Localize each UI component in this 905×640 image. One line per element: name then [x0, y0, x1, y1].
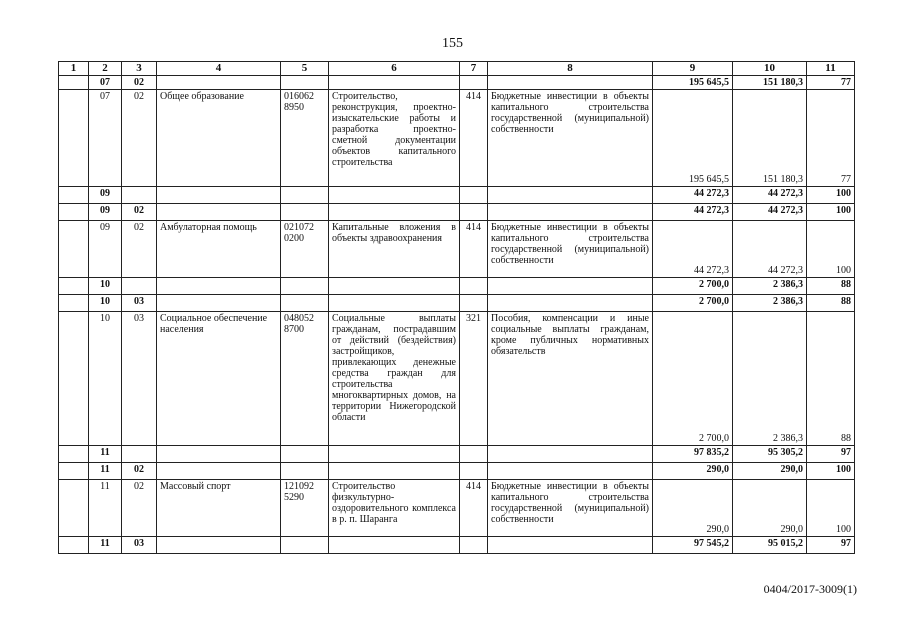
actual-amount-cell: 2 386,3	[733, 295, 807, 312]
header-cell: 3	[122, 62, 157, 76]
name-cell	[157, 278, 281, 295]
plan-amount-cell: 195 645,5	[653, 76, 733, 90]
type-code-cell	[460, 204, 488, 221]
header-cell: 8	[488, 62, 653, 76]
document-code: 0404/2017-3009(1)	[763, 582, 857, 596]
expense-type-cell	[488, 187, 653, 204]
percent-cell: 88	[807, 295, 855, 312]
name-cell	[157, 76, 281, 90]
percent-cell: 77	[807, 76, 855, 90]
col1-cell	[59, 204, 89, 221]
actual-amount-cell: 44 272,3	[733, 204, 807, 221]
name-cell	[157, 463, 281, 480]
plan-amount-cell: 290,0	[653, 463, 733, 480]
description-cell	[329, 537, 460, 554]
name-cell	[157, 446, 281, 463]
section-cell: 10	[89, 278, 122, 295]
target-cell: 121092 5290	[281, 480, 329, 537]
expense-type-cell	[488, 446, 653, 463]
name-cell: Социальное обеспечение населения	[157, 312, 281, 446]
actual-amount-cell: 95 015,2	[733, 537, 807, 554]
subsection-cell: 02	[122, 76, 157, 90]
percent-cell: 100	[807, 463, 855, 480]
subsection-cell	[122, 187, 157, 204]
name-cell: Общее образование	[157, 90, 281, 187]
percent-cell: 100	[807, 187, 855, 204]
percent-cell: 100	[807, 204, 855, 221]
table-row	[59, 90, 855, 187]
expense-type-cell	[488, 537, 653, 554]
name-cell	[157, 537, 281, 554]
percent-cell: 88	[807, 312, 855, 446]
table-row	[59, 76, 855, 90]
description-cell: Капитальные вложения в объекты здравоохранения	[329, 221, 460, 278]
subsection-cell: 02	[122, 204, 157, 221]
section-cell: 11	[89, 537, 122, 554]
section-cell: 10	[89, 312, 122, 446]
subsection-cell: 03	[122, 537, 157, 554]
name-cell: Массовый спорт	[157, 480, 281, 537]
subsection-cell	[122, 278, 157, 295]
subsection-cell: 02	[122, 463, 157, 480]
table-row	[59, 312, 855, 446]
actual-amount-cell: 151 180,3	[733, 90, 807, 187]
target-cell: 048052 8700	[281, 312, 329, 446]
header-cell: 1	[59, 62, 89, 76]
type-code-cell	[460, 463, 488, 480]
percent-cell: 88	[807, 278, 855, 295]
target-cell	[281, 537, 329, 554]
col1-cell	[59, 90, 89, 187]
col1-cell	[59, 278, 89, 295]
col1-cell	[59, 537, 89, 554]
table-row	[59, 278, 855, 295]
description-cell	[329, 295, 460, 312]
subsection-cell: 02	[122, 221, 157, 278]
section-cell: 11	[89, 446, 122, 463]
plan-amount-cell: 97 835,2	[653, 446, 733, 463]
name-cell	[157, 295, 281, 312]
expense-type-cell	[488, 204, 653, 221]
plan-amount-cell: 44 272,3	[653, 187, 733, 204]
header-cell: 11	[807, 62, 855, 76]
page-number: 155	[442, 36, 463, 51]
section-cell: 11	[89, 480, 122, 537]
percent-cell: 100	[807, 221, 855, 278]
col1-cell	[59, 295, 89, 312]
description-cell	[329, 278, 460, 295]
table-row	[59, 446, 855, 463]
table-row	[59, 187, 855, 204]
subsection-cell	[122, 446, 157, 463]
table-row	[59, 204, 855, 221]
plan-amount-cell: 2 700,0	[653, 312, 733, 446]
section-cell: 09	[89, 187, 122, 204]
target-cell	[281, 204, 329, 221]
header-cell: 9	[653, 62, 733, 76]
target-cell	[281, 446, 329, 463]
type-code-cell: 321	[460, 312, 488, 446]
description-cell	[329, 446, 460, 463]
actual-amount-cell: 44 272,3	[733, 187, 807, 204]
plan-amount-cell: 290,0	[653, 480, 733, 537]
description-cell: Строительство физкультурно-оздоровительного комплекса в р. п. Шаранга	[329, 480, 460, 537]
section-cell: 07	[89, 76, 122, 90]
type-code-cell	[460, 446, 488, 463]
section-cell: 09	[89, 221, 122, 278]
actual-amount-cell: 151 180,3	[733, 76, 807, 90]
subsection-cell: 02	[122, 90, 157, 187]
actual-amount-cell: 44 272,3	[733, 221, 807, 278]
header-row	[59, 62, 855, 76]
plan-amount-cell: 2 700,0	[653, 295, 733, 312]
subsection-cell: 03	[122, 312, 157, 446]
col1-cell	[59, 446, 89, 463]
name-cell	[157, 187, 281, 204]
expense-type-cell	[488, 278, 653, 295]
expense-type-cell: Пособия, компенсации и иные социальные выплаты гражданам, кроме публичных нормативных обязательств	[488, 312, 653, 446]
percent-cell: 100	[807, 480, 855, 537]
target-cell	[281, 187, 329, 204]
plan-amount-cell: 97 545,2	[653, 537, 733, 554]
header-cell: 6	[329, 62, 460, 76]
type-code-cell	[460, 278, 488, 295]
col1-cell	[59, 463, 89, 480]
type-code-cell: 414	[460, 221, 488, 278]
actual-amount-cell: 2 386,3	[733, 278, 807, 295]
header-cell: 5	[281, 62, 329, 76]
header-cell: 7	[460, 62, 488, 76]
actual-amount-cell: 95 305,2	[733, 446, 807, 463]
description-cell: Строительство, реконструкция, проектно-изыскательские работы и разработка проектно-сметной документации объектов капитального строительства	[329, 90, 460, 187]
type-code-cell	[460, 295, 488, 312]
percent-cell: 97	[807, 537, 855, 554]
type-code-cell	[460, 76, 488, 90]
type-code-cell: 414	[460, 480, 488, 537]
description-cell	[329, 204, 460, 221]
description-cell	[329, 463, 460, 480]
col1-cell	[59, 76, 89, 90]
table-row	[59, 480, 855, 537]
expense-type-cell: Бюджетные инвестиции в объекты капитального строительства государственной (муниципальной) собственности	[488, 90, 653, 187]
expense-type-cell: Бюджетные инвестиции в объекты капитального строительства государственной (муниципальной) собственности	[488, 221, 653, 278]
name-cell	[157, 204, 281, 221]
target-cell: 021072 0200	[281, 221, 329, 278]
header-cell: 2	[89, 62, 122, 76]
table-row	[59, 295, 855, 312]
col1-cell	[59, 480, 89, 537]
col1-cell	[59, 312, 89, 446]
expense-type-cell	[488, 295, 653, 312]
expense-type-cell	[488, 76, 653, 90]
name-cell: Амбулаторная помощь	[157, 221, 281, 278]
type-code-cell	[460, 537, 488, 554]
plan-amount-cell: 195 645,5	[653, 90, 733, 187]
header-cell: 10	[733, 62, 807, 76]
target-cell	[281, 463, 329, 480]
target-cell	[281, 278, 329, 295]
table-row	[59, 221, 855, 278]
section-cell: 10	[89, 295, 122, 312]
section-cell: 11	[89, 463, 122, 480]
expense-type-cell: Бюджетные инвестиции в объекты капитального строительства государственной (муниципальной) собственности	[488, 480, 653, 537]
type-code-cell	[460, 187, 488, 204]
header-cell: 4	[157, 62, 281, 76]
section-cell: 07	[89, 90, 122, 187]
section-cell: 09	[89, 204, 122, 221]
actual-amount-cell: 290,0	[733, 463, 807, 480]
actual-amount-cell: 2 386,3	[733, 312, 807, 446]
target-cell	[281, 76, 329, 90]
target-cell: 016062 8950	[281, 90, 329, 187]
plan-amount-cell: 44 272,3	[653, 204, 733, 221]
col1-cell	[59, 187, 89, 204]
target-cell	[281, 295, 329, 312]
plan-amount-cell: 2 700,0	[653, 278, 733, 295]
actual-amount-cell: 290,0	[733, 480, 807, 537]
description-cell	[329, 187, 460, 204]
col1-cell	[59, 221, 89, 278]
type-code-cell: 414	[460, 90, 488, 187]
description-cell	[329, 76, 460, 90]
expense-type-cell	[488, 463, 653, 480]
plan-amount-cell: 44 272,3	[653, 221, 733, 278]
budget-table	[58, 61, 855, 554]
description-cell: Социальные выплаты гражданам, пострадавшим от действий (бездействия) застройщиков, привлекающих денежные средства граждан для строительства многоквартирных домов, на территории Нижегородской области	[329, 312, 460, 446]
subsection-cell: 03	[122, 295, 157, 312]
table-row	[59, 463, 855, 480]
subsection-cell: 02	[122, 480, 157, 537]
percent-cell: 77	[807, 90, 855, 187]
table-row	[59, 537, 855, 554]
percent-cell: 97	[807, 446, 855, 463]
